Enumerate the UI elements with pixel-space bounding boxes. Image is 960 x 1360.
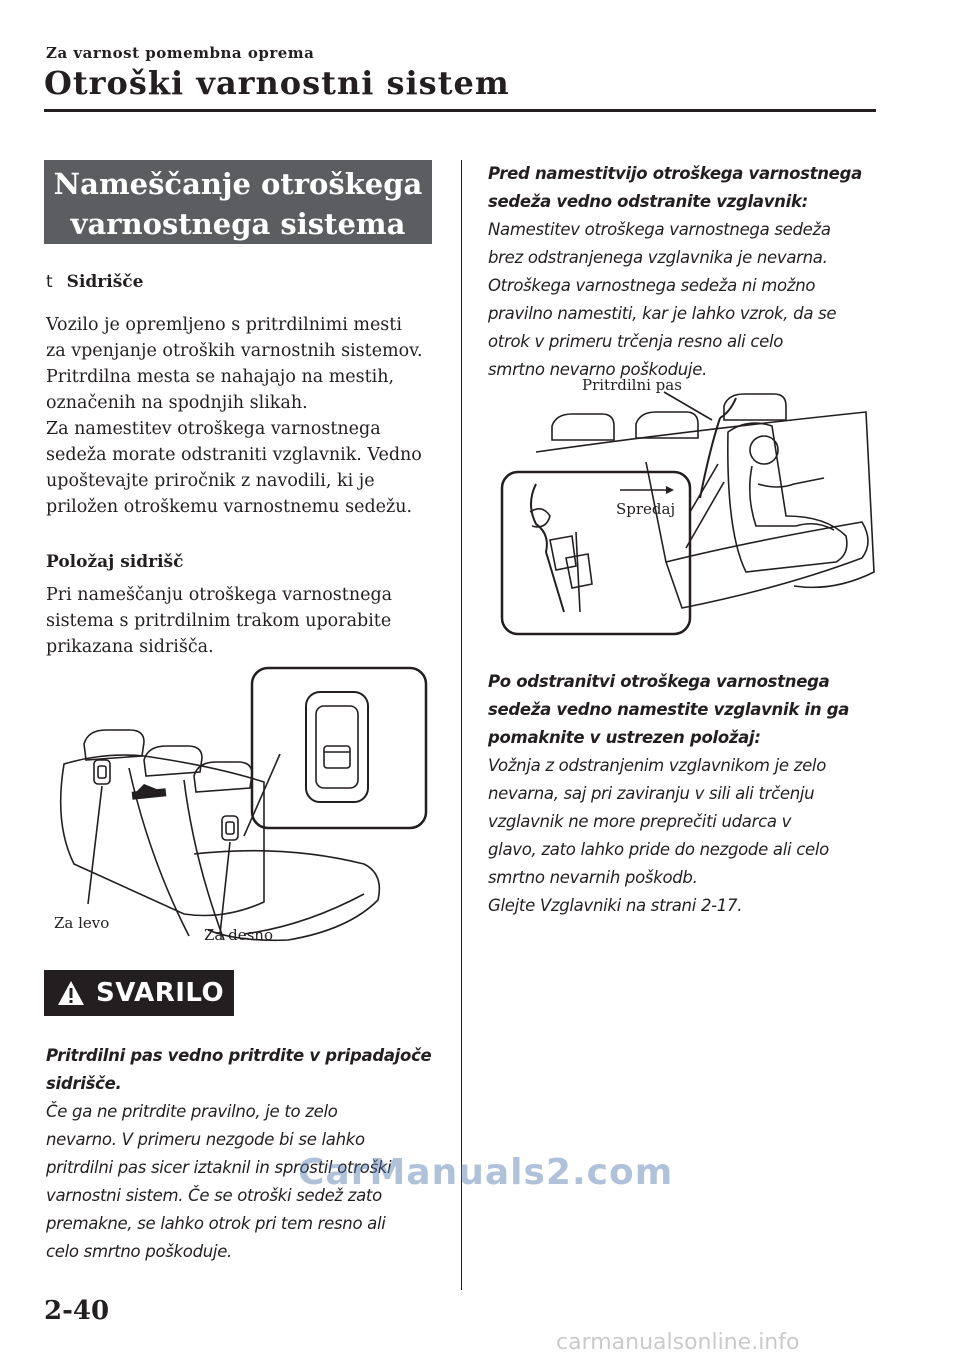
text-line: prikazana sidrišča. bbox=[46, 637, 214, 657]
text-line: Vozilo je opremljeno s pritrdilnimi mesti bbox=[46, 315, 402, 335]
block-body-line: smrtno nevarnih poškodb. bbox=[488, 868, 698, 887]
text-line: upoštevajte priročnik z navodili, ki je bbox=[46, 471, 375, 491]
front-arrow-icon bbox=[666, 486, 674, 494]
page-number: 2-40 bbox=[44, 1296, 110, 1326]
warning-body-line: nevarno. V primeru nezgode bi se lahko bbox=[46, 1130, 365, 1149]
bullet-mark: t bbox=[46, 272, 53, 292]
page-title: Otroški varnostni sistem bbox=[44, 64, 510, 102]
warning-head-line: Pritrdilni pas vedno pritrdite v pripadajoče bbox=[46, 1046, 432, 1065]
block-body-line: Namestitev otroškega varnostnega sedeža bbox=[488, 220, 831, 239]
block-body-line: Otroškega varnostnega sedeža ni možno bbox=[488, 276, 816, 295]
watermark-carmanualsonline: carmanualsonline.info bbox=[556, 1330, 800, 1355]
subhead-sidrisce bbox=[46, 272, 143, 292]
warning-body-line: Če ga ne pritrdite pravilno, je to zelo bbox=[46, 1102, 338, 1121]
text-line: Za namestitev otroškega varnostnega bbox=[46, 419, 381, 439]
warning-body-line: premakne, se lahko otrok pri tem resno ali bbox=[46, 1214, 386, 1233]
section-title-box bbox=[44, 160, 432, 244]
subhead-label: Sidrišče bbox=[66, 272, 144, 292]
block-head-line: sedeža vedno namestite vzglavnik in ga bbox=[488, 700, 850, 719]
minor-heading: Položaj sidrišč bbox=[46, 552, 184, 572]
text-line: Pri nameščanju otroškega varnostnega bbox=[46, 585, 393, 605]
block-body-line: otrok v primeru trčenja resno ali celo bbox=[488, 332, 784, 351]
warning-body-line: celo smrtno poškoduje. bbox=[46, 1242, 232, 1261]
warning-triangle-icon bbox=[56, 979, 86, 1007]
rear-seat-anchor-figure bbox=[44, 664, 434, 954]
block-head-line: Po odstranitvi otroškega varnostnega bbox=[488, 672, 830, 691]
label-for-right: Za desno bbox=[204, 926, 274, 944]
warning-body-line: varnostni sistem. Če se otroški sedež zato bbox=[46, 1186, 382, 1205]
watermark-carmanuals2: CarManuals2.com bbox=[298, 1152, 674, 1193]
label-tether-strap: Pritrdilni pas bbox=[582, 376, 682, 394]
block-head-line: pomaknite v ustrezen položaj: bbox=[488, 728, 761, 747]
warning-label: SVARILO bbox=[96, 978, 225, 1008]
child-head bbox=[750, 436, 778, 464]
text-line: za vpenjanje otroških varnostnih sistemov. bbox=[46, 341, 423, 361]
anchor-paragraph bbox=[46, 582, 436, 660]
warning-badge bbox=[44, 970, 234, 1016]
warning-body-line: pritrdilni pas sicer iztaknil in sprostil otroški bbox=[46, 1158, 392, 1177]
seat-back bbox=[61, 755, 264, 916]
tether-detail-inset bbox=[502, 472, 690, 634]
breadcrumb: Za varnost pomembna oprema bbox=[46, 44, 315, 62]
headrest-removal-warning bbox=[488, 160, 888, 384]
block-body-line: Vožnja z odstranjenim vzglavnikom je zelo bbox=[488, 756, 827, 775]
label-for-left: Za levo bbox=[54, 914, 110, 932]
cross-reference-link[interactable]: Glejte Vzglavniki na strani 2-17. bbox=[488, 896, 743, 915]
block-body-line: smrtno nevarno poškoduje. bbox=[488, 360, 708, 379]
block-body-line: brez odstranjenega vzglavnika je nevarna. bbox=[488, 248, 828, 267]
label-front: Spredaj bbox=[616, 500, 676, 518]
headrest-reinstall-warning bbox=[488, 668, 888, 920]
text-line: priložen otroškemu varnostnemu sedežu. bbox=[46, 497, 413, 517]
child-seat-tether-figure bbox=[496, 372, 876, 642]
block-head-line: Pred namestitvijo otroškega varnostnega bbox=[488, 164, 862, 183]
title-rule bbox=[44, 109, 876, 112]
text-line: označenih na spodnjih slikah. bbox=[46, 393, 308, 413]
block-body-line: pravilno namestiti, kar je lahko vzrok, da se bbox=[488, 304, 837, 323]
section-title-line1: Nameščanje otroškega bbox=[53, 167, 423, 201]
intro-paragraph bbox=[46, 312, 436, 520]
anchor-left bbox=[94, 760, 110, 784]
child-seat bbox=[728, 423, 847, 572]
section-title-line2: varnostnega sistema bbox=[70, 207, 406, 241]
block-body-line: glavo, zato lahko pride do nezgode ali celo bbox=[488, 840, 829, 859]
text-line: sistema s pritrdilnim trakom uporabite bbox=[46, 611, 392, 631]
text-line: Pritrdilna mesta se nahajajo na mestih, bbox=[46, 367, 395, 387]
warning-head-line: sidrišče. bbox=[46, 1074, 122, 1093]
block-body-line: vzglavnik ne more preprečiti udarca v bbox=[488, 812, 792, 831]
anchor-right bbox=[222, 816, 238, 840]
text-line: sedeža morate odstraniti vzglavnik. Vedno bbox=[46, 445, 422, 465]
block-body-line: nevarna, saj pri zaviranju v sili ali trčenju bbox=[488, 784, 815, 803]
block-head-line: sedeža vedno odstranite vzglavnik: bbox=[488, 192, 808, 211]
column-divider bbox=[461, 160, 462, 1290]
